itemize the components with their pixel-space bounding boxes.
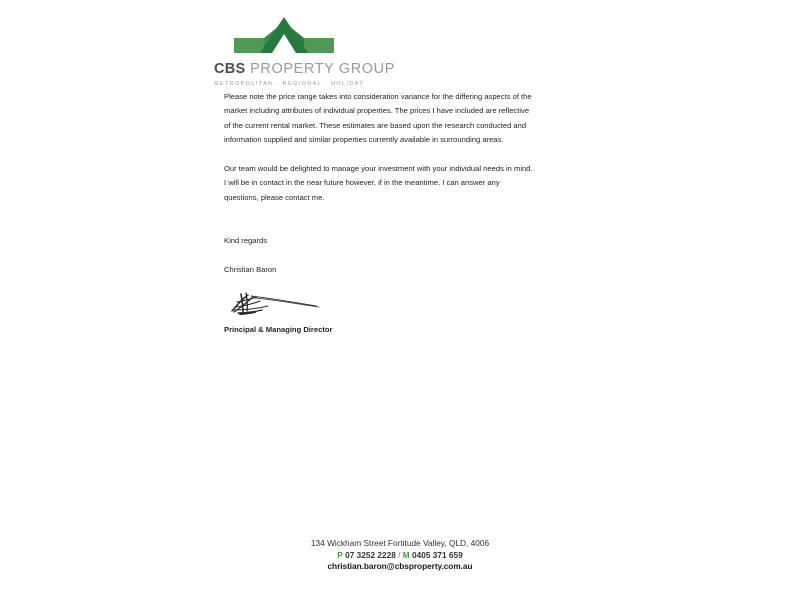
phone-separator: / [398, 549, 401, 560]
phone-number: 07 3252 2228 [345, 549, 396, 560]
brand-name-bold: CBS [214, 61, 246, 77]
handwritten-signature-icon [224, 291, 329, 317]
brand-wordmark [214, 61, 395, 78]
signer-name: Christian Baron [224, 264, 277, 274]
footer-address: 134 Wickham Street Fortitude Valley, QLD, 4006 [310, 538, 490, 548]
letter-paragraph-2: Our team would be delighted to manage your investment with your individual needs in mind. I will be in contact in the near future however, if in the meantime, I can answer any questions, please contact me. [224, 164, 533, 202]
letter-paragraph-1: Please note the price range takes into consideration variance for the differing aspects of the market including attributes of individual properties. The prices I have included are reflective of the current rental market. These estimates are based upon the research conducted and information supplied and similar properties currently available in surrounding areas. [224, 92, 532, 145]
signer-title: Principal & Managing Director [224, 324, 333, 334]
footer-phone-line [0, 550, 800, 562]
chevron-roof-logo-icon [228, 12, 340, 58]
brand-tagline: METROPOLITAN · REGIONAL · HOLIDAY [214, 80, 365, 87]
footer-email[interactable]: christian.baron@cbsproperty.com.au [327, 561, 473, 572]
letter-body [224, 90, 536, 337]
mobile-label: M [402, 549, 410, 560]
phone-label: P [337, 549, 343, 560]
mobile-number: 0405 371 659 [412, 549, 463, 560]
footer [0, 538, 800, 573]
letter-signoff: Kind regards [224, 235, 268, 245]
letterhead [214, 12, 395, 87]
brand-name-rest: PROPERTY GROUP [245, 61, 395, 77]
